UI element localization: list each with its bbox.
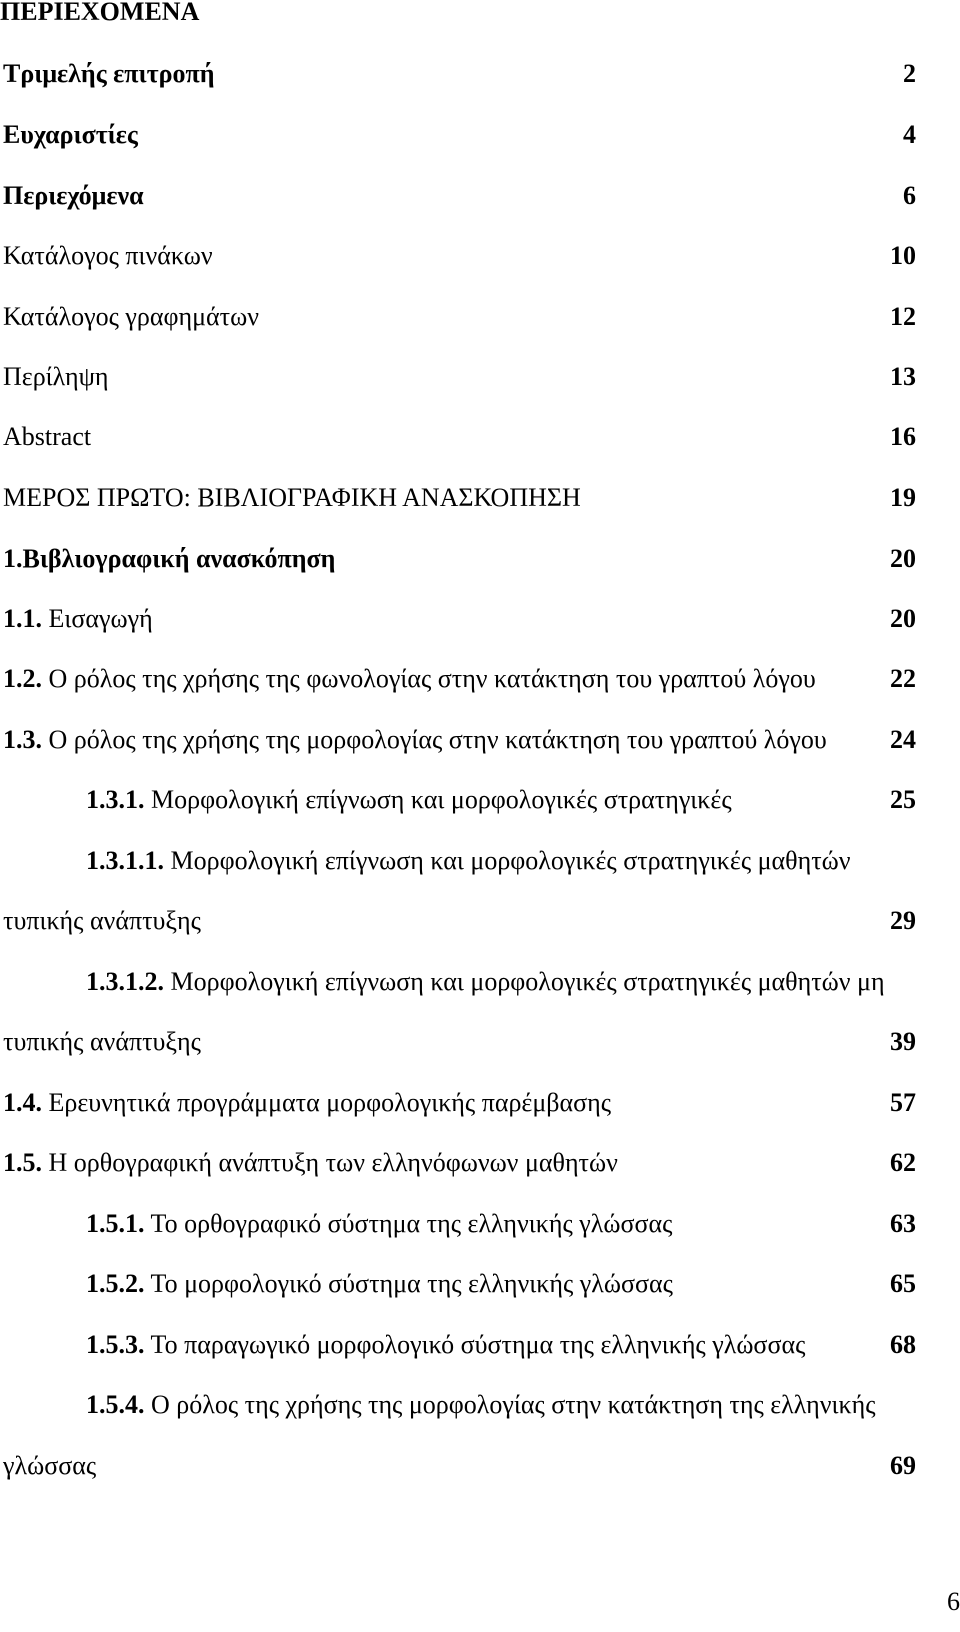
- toc-entry-text: Μορφολογική επίγνωση και μορφολογικές στρατηγικές μαθητών: [164, 846, 851, 875]
- toc-entry-number: 1.1.: [3, 604, 42, 633]
- toc-entry-title: Τριμελής επιτροπή: [3, 59, 215, 88]
- toc-entry-title: [86, 784, 732, 816]
- toc-entry-text: Ο ρόλος της χρήσης της μορφολογίας στην κατάκτηση της ελληνικής: [144, 1390, 876, 1419]
- toc-entry-text: Εισαγωγή: [42, 604, 153, 633]
- toc-entry-title: [3, 543, 335, 575]
- toc-entry-page: 25: [890, 785, 916, 814]
- toc-entry-continuation: τυπικής ανάπτυξης: [3, 906, 201, 935]
- toc-entry-page: 39: [890, 1027, 916, 1056]
- toc-entry-number: 1.2.: [3, 664, 42, 693]
- toc-entry-number: 1.5.1.: [86, 1209, 145, 1238]
- toc-entry-title: Κατάλογος γραφημάτων: [3, 302, 259, 331]
- toc-entry-text: Το μορφολογικό σύστημα της ελληνικής γλώσσας: [144, 1269, 673, 1298]
- toc-entry-title: [3, 1087, 611, 1119]
- toc-entry-title: [86, 1389, 876, 1421]
- toc-entry-title: [86, 1208, 672, 1240]
- toc-entry-title: [3, 724, 827, 756]
- toc-entry-page: 2: [903, 59, 916, 88]
- toc-entry-title: [86, 1268, 673, 1300]
- toc-entry-title: [3, 603, 153, 635]
- toc-entry-title: [3, 1147, 618, 1179]
- toc-entry-text: Η ορθογραφική ανάπτυξη των ελληνόφωνων μαθητών: [42, 1148, 618, 1177]
- toc-entry-title: Abstract: [3, 422, 92, 451]
- toc-entry-text: Μορφολογική επίγνωση και μορφολογικές στρατηγικές μαθητών μη: [164, 967, 885, 996]
- toc-entry-number: 1.5.: [3, 1148, 42, 1177]
- toc-entry-text: Ο ρόλος της χρήσης της μορφολογίας στην κατάκτηση του γραπτού λόγου: [42, 725, 827, 754]
- toc-entry-page: 12: [890, 302, 916, 331]
- toc-entry-number: 1.5.4.: [86, 1390, 145, 1419]
- toc-entry-page: 20: [890, 544, 916, 573]
- toc-entry-title: [86, 845, 851, 877]
- toc-entry-text: Βιβλιογραφική ανασκόπηση: [22, 544, 336, 573]
- toc-entry-page: 22: [890, 664, 916, 693]
- toc-entry-title: Ευχαριστίες: [3, 120, 138, 149]
- toc-entry-text: Ερευνητικά προγράμματα μορφολογικής παρέμβασης: [42, 1088, 612, 1117]
- page-number: 6: [947, 1587, 960, 1616]
- toc-entry-title: [86, 966, 885, 998]
- toc-entry-number: 1.5.3.: [86, 1330, 145, 1359]
- toc-entry-number: 1.3.1.: [86, 785, 145, 814]
- toc-entry-title: ΜΕΡΟΣ ΠΡΩΤΟ: ΒΙΒΛΙΟΓΡΑΦΙΚΗ ΑΝΑΣΚΟΠΗΣΗ: [3, 483, 581, 512]
- toc-entry-number: 1.3.1.2.: [86, 967, 164, 996]
- toc-entry-page: 29: [890, 906, 916, 935]
- toc-entry-number: 1.: [3, 544, 23, 573]
- toc-entry-continuation: γλώσσας: [3, 1451, 97, 1480]
- toc-entry-page: 4: [903, 120, 916, 149]
- toc-entry-page: 20: [890, 604, 916, 633]
- toc-entry-continuation: τυπικής ανάπτυξης: [3, 1027, 201, 1056]
- toc-entry-page: 57: [890, 1088, 916, 1117]
- toc-entry-title: [3, 663, 816, 695]
- toc-entry-page: 13: [890, 362, 916, 391]
- toc-entry-text: Ο ρόλος της χρήσης της φωνολογίας στην κατάκτηση του γραπτού λόγου: [42, 664, 816, 693]
- toc-entry-page: 10: [890, 241, 916, 270]
- toc-entry-page: 24: [890, 725, 916, 754]
- toc-entry-page: 62: [890, 1148, 916, 1177]
- toc-entry-page: 16: [890, 422, 916, 451]
- toc-entry-title: Περιεχόμενα: [3, 181, 144, 210]
- toc-entry-page: 69: [890, 1451, 916, 1480]
- toc-entry-page: 19: [890, 483, 916, 512]
- toc-heading: ΠΕΡΙΕΧΟΜΕΝΑ: [0, 0, 200, 26]
- toc-entry-number: 1.3.: [3, 725, 42, 754]
- toc-entry-number: 1.5.2.: [86, 1269, 145, 1298]
- toc-entry-title: Κατάλογος πινάκων: [3, 241, 213, 270]
- toc-entry-title: Περίληψη: [3, 362, 109, 391]
- toc-entry-text: Το ορθογραφικό σύστημα της ελληνικής γλώσσας: [144, 1209, 673, 1238]
- toc-entry-page: 65: [890, 1269, 916, 1298]
- toc-entry-text: Το παραγωγικό μορφολογικό σύστημα της ελληνικής γλώσσας: [144, 1330, 806, 1359]
- toc-entry-page: 6: [903, 181, 916, 210]
- toc-entry-title: [86, 1329, 805, 1361]
- toc-entry-number: 1.4.: [3, 1088, 42, 1117]
- toc-entry-number: 1.3.1.1.: [86, 846, 164, 875]
- toc-entry-page: 68: [890, 1330, 916, 1359]
- toc-entry-text: Μορφολογική επίγνωση και μορφολογικές στρατηγικές: [144, 785, 732, 814]
- toc-entry-page: 63: [890, 1209, 916, 1238]
